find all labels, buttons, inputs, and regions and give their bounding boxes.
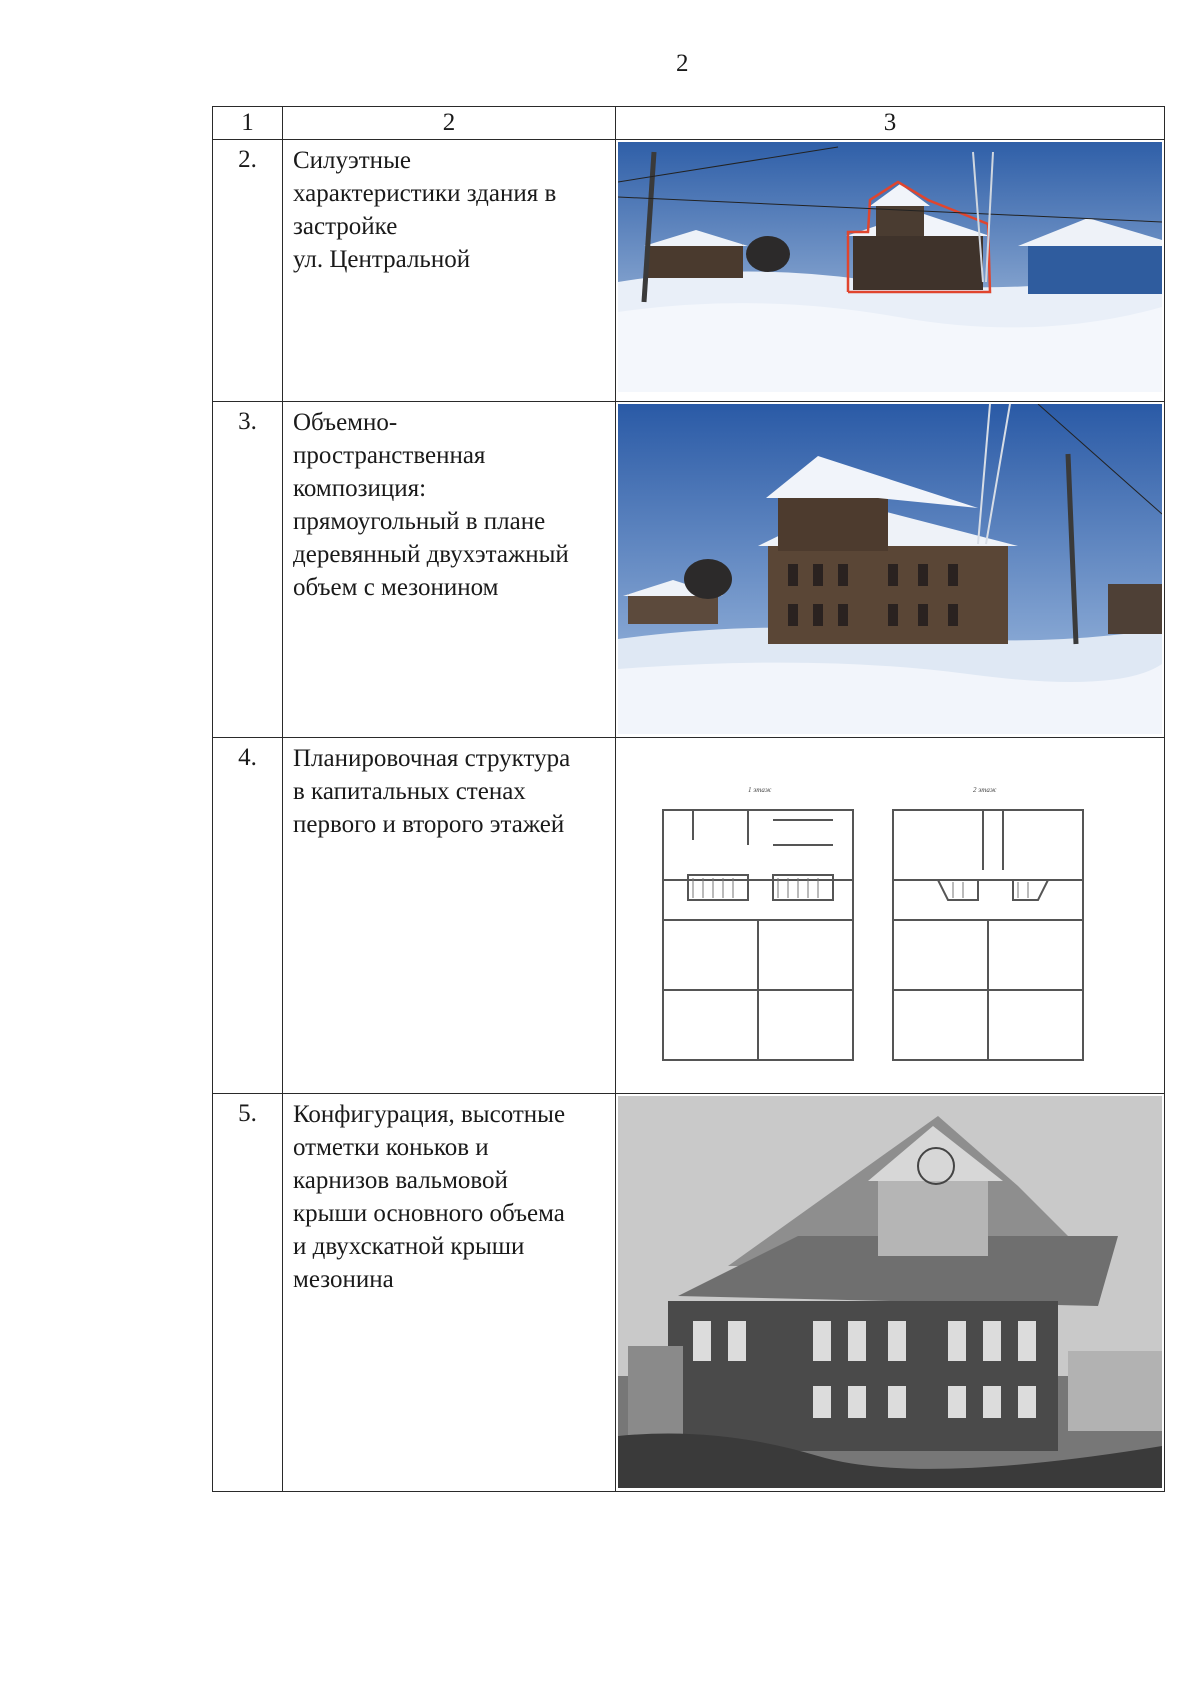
row-number: 2. — [213, 140, 283, 402]
row-number: 5. — [213, 1094, 283, 1492]
photo-cell — [616, 1094, 1165, 1492]
row-description: Объемно- пространственная композиция: прямоугольный в плане деревянный двухэтажный объем с мезонином — [283, 402, 616, 738]
header-col-1: 1 — [213, 107, 283, 140]
floor1-caption: 1 этаж — [748, 786, 772, 794]
document-table — [212, 106, 1165, 1492]
row-number: 4. — [213, 738, 283, 1094]
row-number: 3. — [213, 402, 283, 738]
table-row — [213, 1094, 1165, 1492]
header-col-2: 2 — [283, 107, 616, 140]
photo-cell — [616, 140, 1165, 402]
floor2-caption: 2 этаж — [973, 786, 997, 794]
silhouette-photo — [618, 142, 1162, 392]
row-description: Планировочная структура в капитальных стенах первого и второго этажей — [283, 738, 616, 1094]
table-row — [213, 402, 1165, 738]
table-row — [213, 738, 1165, 1094]
photo-cell — [616, 402, 1165, 738]
table-row — [213, 140, 1165, 402]
composition-photo — [618, 404, 1162, 734]
table-header-row — [213, 107, 1165, 140]
row-description: Конфигурация, высотные отметки коньков и карнизов вальмовой крыши основного объема и двухскатной крыши мезонина — [283, 1094, 616, 1492]
historic-photo — [618, 1096, 1162, 1488]
header-col-3: 3 — [616, 107, 1165, 140]
row-description: Силуэтные характеристики здания в застройке ул. Центральной — [283, 140, 616, 402]
floor-plans-drawing — [618, 740, 1162, 1090]
page-number: 2 — [676, 50, 689, 77]
photo-cell — [616, 738, 1165, 1094]
